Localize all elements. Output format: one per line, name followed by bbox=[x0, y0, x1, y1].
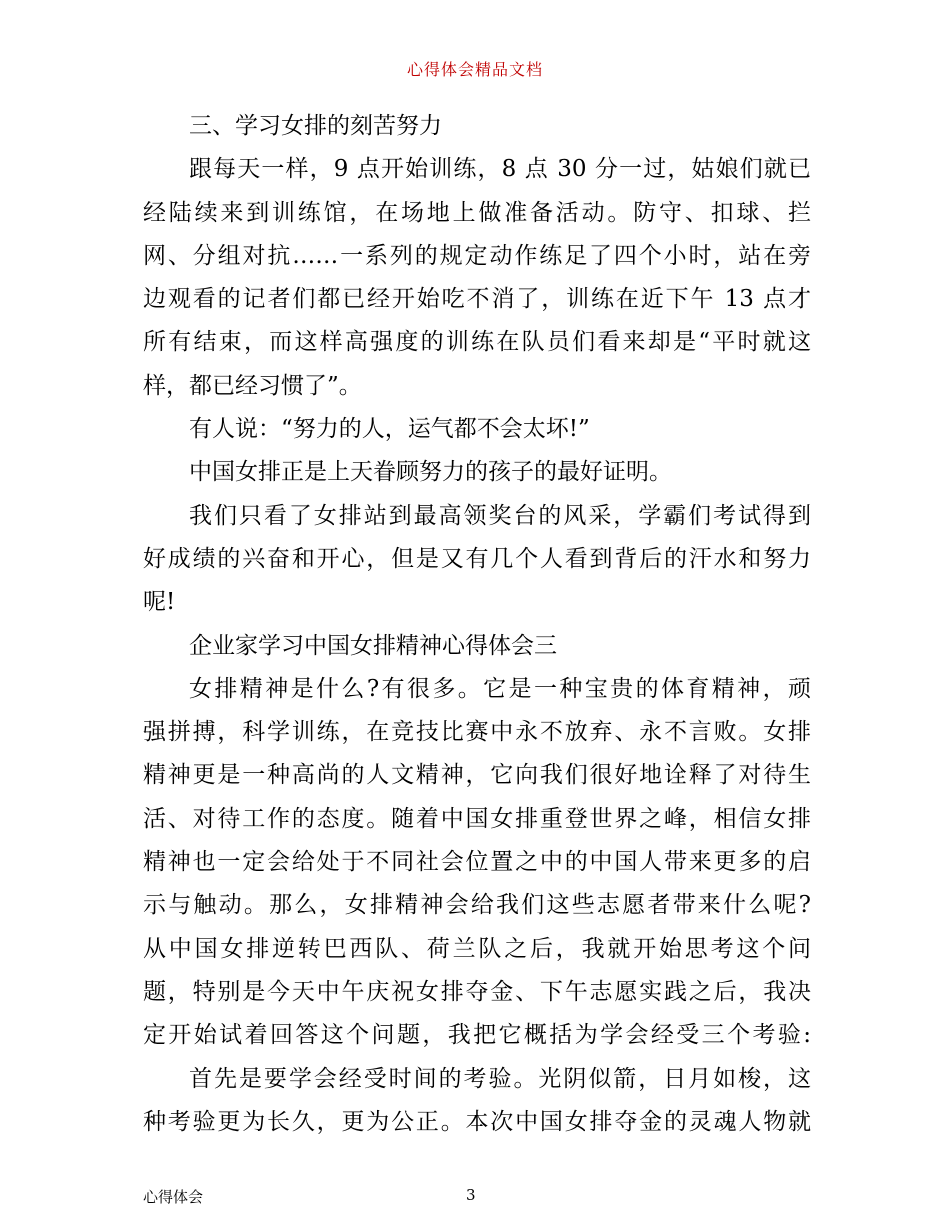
paragraph-line: 题，特别是今天中午庆祝女排夺金、下午志愿实践之后，我决 bbox=[143, 978, 811, 1005]
paragraph-line: 有人说：“努力的人，运气都不会太坏!” bbox=[189, 416, 590, 443]
paragraph-line: 活、对待工作的态度。随着中国女排重登世界之峰，相信女排 bbox=[143, 805, 811, 832]
paragraph-line: 强拼搏，科学训练，在竞技比赛中永不放弃、永不言败。女排 bbox=[143, 719, 811, 746]
paragraph-line: 中国女排正是上天眷顾努力的孩子的最好证明。 bbox=[189, 459, 672, 486]
paragraph-line: 网、分组对抗……一系列的规定动作练足了四个小时，站在旁 bbox=[143, 242, 811, 269]
document-body bbox=[143, 105, 811, 1144]
paragraph-line: 从中国女排逆转巴西队、荷兰队之后，我就开始思考这个问 bbox=[143, 935, 811, 962]
page-header: 心得体会精品文档 bbox=[406, 60, 543, 79]
paragraph-line: 好成绩的兴奋和开心，但是又有几个人看到背后的汗水和努力 bbox=[143, 545, 811, 572]
paragraph-line: 边观看的记者们都已经开始吃不消了，训练在近下午 13 点才 bbox=[143, 286, 811, 313]
footer-label: 心得体会 bbox=[143, 1188, 204, 1206]
paragraph-line: 精神更是一种高尚的人文精神，它向我们很好地诠释了对待生 bbox=[143, 762, 811, 789]
paragraph-line: 精神也一定会给处于不同社会位置之中的中国人带来更多的启 bbox=[143, 849, 811, 876]
section-heading: 三、学习女排的刻苦努力 bbox=[189, 113, 442, 139]
section-heading: 企业家学习中国女排精神心得体会三 bbox=[189, 632, 557, 659]
paragraph-line: 女排精神是什么?有很多。它是一种宝贵的体育精神，顽 bbox=[189, 675, 811, 702]
page-number: 3 bbox=[466, 1186, 476, 1204]
paragraph-line: 种考验更为长久，更为公正。本次中国女排夺金的灵魂人物就 bbox=[143, 1108, 811, 1135]
paragraph-line: 首先是要学会经受时间的考验。光阴似箭，日月如梭，这 bbox=[189, 1065, 811, 1092]
paragraph-line: 经陆续来到训练馆，在场地上做准备活动。防守、扣球、拦 bbox=[143, 199, 811, 226]
paragraph-line: 跟每天一样，9 点开始训练，8 点 30 分一过，姑娘们就已 bbox=[189, 156, 811, 183]
paragraph-line: 样，都已经习惯了”。 bbox=[143, 372, 362, 399]
paragraph-line: 呢! bbox=[143, 589, 176, 616]
paragraph-line: 示与触动。那么，女排精神会给我们这些志愿者带来什么呢? bbox=[143, 892, 811, 919]
paragraph-line: 所有结束，而这样高强度的训练在队员们看来却是“平时就这 bbox=[143, 329, 811, 356]
paragraph-line: 我们只看了女排站到最高领奖台的风采，学霸们考试得到 bbox=[189, 502, 811, 529]
paragraph-line: 定开始试着回答这个问题，我把它概括为学会经受三个考验: bbox=[143, 1022, 811, 1049]
